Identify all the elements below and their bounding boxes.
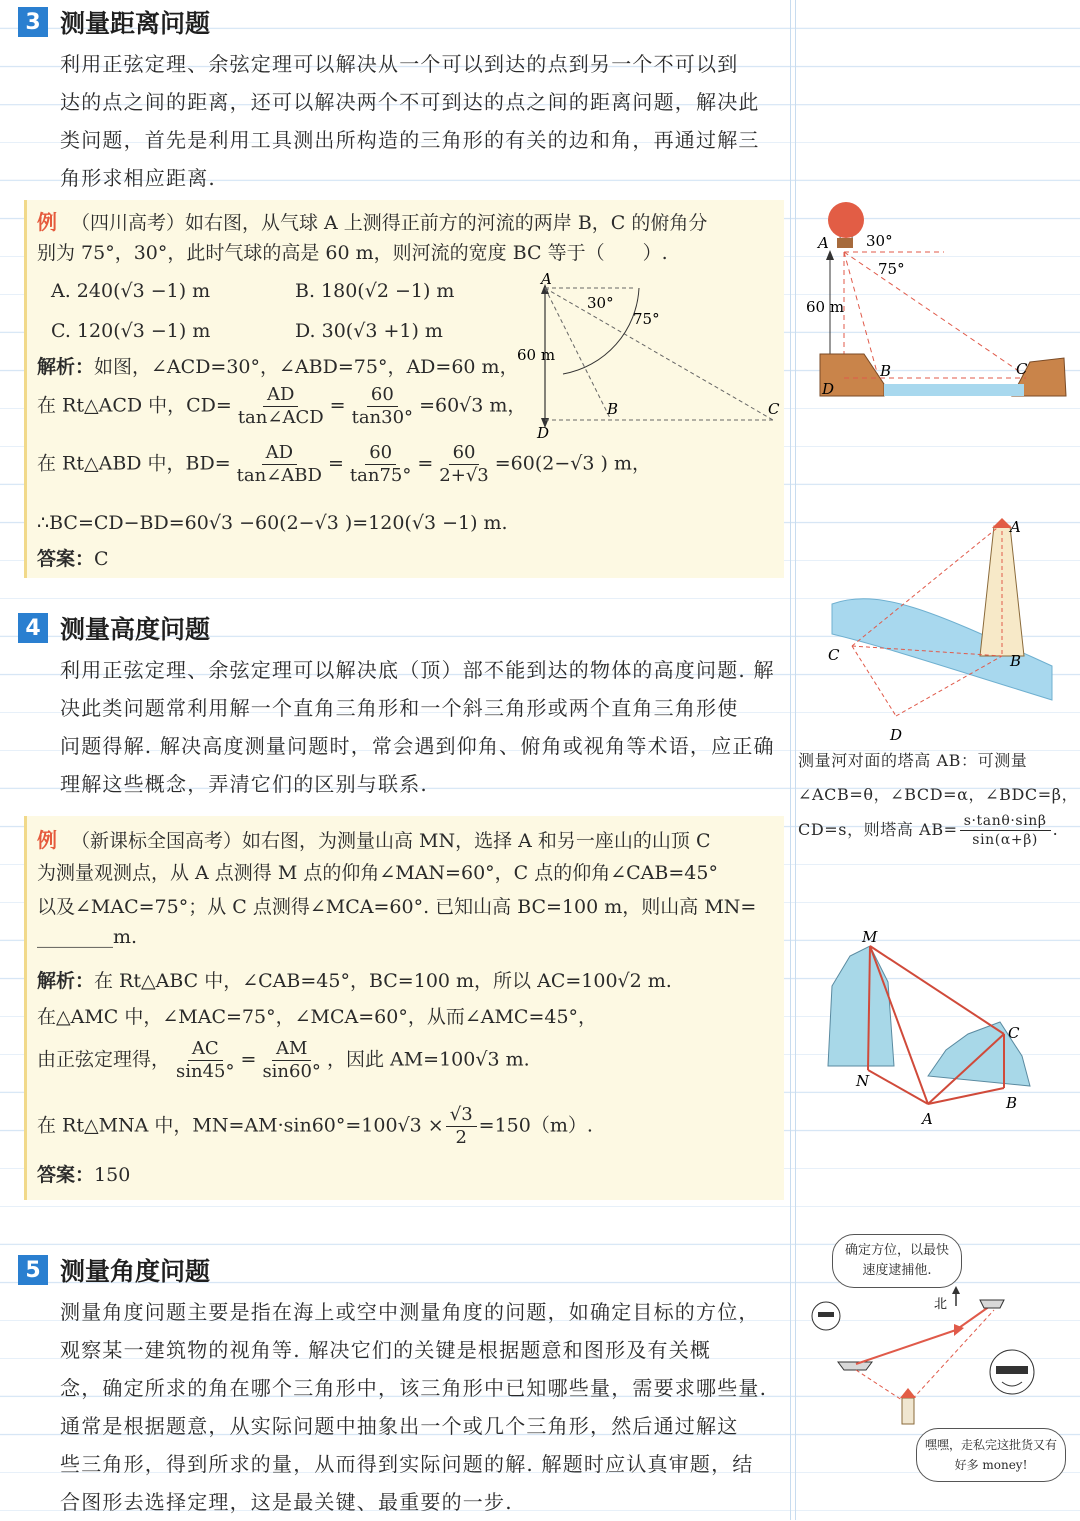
example-question-line: 别为 75°，30°，此时气球的高是 60 m，则河流的宽度 BC 等于（ ）. — [37, 242, 668, 264]
answer-value: 150 — [94, 1164, 131, 1186]
angle-label: 75° — [878, 260, 905, 278]
option-d: D. 30(√3 +1) m — [295, 320, 443, 342]
tower-caption: 测量河对面的塔高 AB：可测量 ∠ACB=θ，∠BCD=α，∠BDC=β， CD=s，则塔高 AB= $\frac{s\cdot\tan\theta\cdot\sin\beta}{\sin(\alpha+\beta)}$ . — [798, 751, 1079, 848]
option-a: A. 240(√3 −1) m — [51, 280, 211, 302]
section-number: 4 — [18, 613, 48, 643]
intro-line: 利用正弦定理、余弦定理可以解决底（顶）部不能到达的物体的高度问题. 解 — [60, 658, 775, 682]
point-label: A — [541, 270, 552, 288]
example-box-1 — [24, 200, 784, 578]
intro-line: 些三角形，得到所求的量，从而得到实际问题的解. 解题时应认真审题，结 — [60, 1452, 754, 1476]
answer-label: 答案： — [37, 548, 95, 570]
point-label: M — [862, 928, 878, 946]
intro-line: 角形求相应距离. — [60, 166, 216, 190]
balloon-illustration — [804, 196, 1074, 406]
mn-equation: 在 Rt△MNA 中，MN=AM·sin60°=100√3 × $\frac{√3}{2}$ =150（m）. — [37, 1104, 593, 1148]
analysis-label: 解析： — [37, 356, 95, 378]
section-title: 测量角度问题 — [60, 1257, 211, 1286]
fraction: $\frac{AC}{\sin 45^\circ}$ — [176, 1038, 235, 1082]
analysis-label: 解析： — [37, 970, 95, 992]
fraction: $\frac{AD}{\text{tan∠ACD}}$ — [237, 384, 324, 428]
example-question-line: 以及∠MAC=75°；从 C 点测得∠MCA=60°. 已知山高 BC=100 m，则山高 MN= — [37, 896, 757, 918]
option-b: B. 180(√2 −1) m — [295, 280, 455, 302]
fraction: $\frac{60}{\tan 75^\circ}$ — [349, 442, 412, 486]
height-label: 60 m — [806, 298, 845, 316]
answer-line — [37, 1160, 130, 1187]
speech-bubble-smuggler: 嘿嘿，走私完这批货又有好多 money! — [916, 1428, 1066, 1482]
section-3-header — [18, 4, 210, 40]
point-label: B — [1006, 1094, 1018, 1112]
example-question-line: 为测量观测点，从 A 点测得 M 点的仰角∠MAN=60°，C 点的仰角∠CAB=45° — [37, 862, 718, 884]
point-label: C — [768, 400, 780, 418]
section-number: 3 — [18, 7, 48, 37]
point-label: B — [1010, 652, 1022, 670]
section-title: 测量高度问题 — [60, 615, 211, 644]
boat-chase-illustration — [804, 1286, 1074, 1436]
height-label: 60 m — [517, 346, 556, 364]
speech-bubble-police: 确定方位，以最快速度逮捕他. — [832, 1234, 962, 1288]
intro-line: 通常是根据题意，从实际问题中抽象出一个或几个三角形，然后通过解这 — [60, 1414, 739, 1438]
section-4-intro — [60, 651, 786, 803]
point-label: B — [880, 362, 892, 380]
section-number: 5 — [18, 1255, 48, 1285]
fraction: $\frac{AD}{\text{tan∠ABD}}$ — [236, 442, 322, 486]
margin-line — [790, 0, 791, 1520]
point-label: A — [922, 1110, 933, 1128]
angle-diagram — [517, 270, 785, 444]
mountain-illustration — [818, 926, 1048, 1130]
fraction: $\frac{AM}{\sin 60^\circ}$ — [262, 1038, 321, 1082]
section-5-intro — [60, 1293, 786, 1521]
intro-line: 念，确定所求的角在哪个三角形中，该三角形中已知哪些量，需要求哪些量. — [60, 1376, 768, 1400]
point-label: B — [607, 400, 619, 418]
cd-equation: 在 Rt△ACD 中，CD= $\frac{AD}{\text{tan∠ACD}}$ = $\frac{60}{\tan 30^\circ}$ =60√3 m， — [37, 384, 527, 428]
point-label: C — [1008, 1024, 1020, 1042]
tower-illustration — [822, 516, 1072, 746]
intro-line: 利用正弦定理、余弦定理可以解决从一个可以到达的点到另一个不可以到 — [60, 52, 739, 76]
answer-value: C — [94, 548, 109, 570]
main-column — [16, 0, 786, 1520]
conclusion-line: ∴BC=CD−BD=60√3 −60(2−√3 )=120(√3 −1) m. — [37, 512, 508, 534]
bd-equation: 在 Rt△ABD 中，BD= $\frac{AD}{\text{tan∠ABD}}$ = $\frac{60}{\tan 75^\circ}$ = $\frac{60}{2+√3}$ =60(2−√3 ) m， — [37, 442, 651, 486]
point-label: N — [856, 1072, 870, 1090]
analysis-line: 解析：如图，∠ACD=30°，∠ABD=75°，AD=60 m， — [37, 356, 519, 378]
intro-line: 问题得解. 解决高度测量问题时，常会遇到仰角、俯角或视角等术语，应正确 — [60, 734, 775, 758]
point-label: C — [828, 646, 840, 664]
intro-line: 类问题，首先是利用工具测出所构造的三角形的有关的边和角，再通过解三 — [60, 128, 760, 152]
fraction: $\frac{60}{\tan 30^\circ}$ — [351, 384, 414, 428]
example-tag: 例 — [37, 828, 57, 852]
example-box-2 — [24, 816, 784, 1200]
angle-label: 30° — [587, 294, 614, 312]
answer-blank-line: ________m. — [37, 926, 138, 948]
intro-line: 测量角度问题主要是指在海上或空中测量角度的问题，如确定目标的方位， — [60, 1300, 760, 1324]
angle-label: 30° — [866, 232, 893, 250]
intro-line: 达的点之间的距离，还可以解决两个不可到达的点之间的距离问题，解决此 — [60, 90, 760, 114]
example-tag: 例 — [37, 210, 57, 234]
sine-law-equation: 由正弦定理得， $\frac{AC}{\sin 45^\circ}$ = $\frac{AM}{\sin 60^\circ}$ ，因此 AM=100√3 m. — [37, 1038, 530, 1082]
example-question-line: 例 （四川高考）如右图，从气球 A 上测得正前方的河流的两岸 B，C 的俯角分 — [37, 210, 708, 234]
section-4-header — [18, 610, 210, 646]
point-label: A — [1010, 518, 1021, 536]
fraction: $\frac{s\cdot\tan\theta\cdot\sin\beta}{\sin(\alpha+\beta)}$ — [960, 812, 1051, 849]
north-label: 北 — [934, 1297, 948, 1312]
option-c: C. 120(√3 −1) m — [51, 320, 211, 342]
point-label: D — [537, 424, 550, 442]
example-question-line: 例 （新课标全国高考）如右图，为测量山高 MN，选择 A 和另一座山的山顶 C — [37, 828, 711, 852]
side-column — [798, 0, 1080, 1520]
margin-line — [795, 0, 796, 1520]
point-label: C — [1016, 360, 1028, 378]
intro-line: 观察某一建筑物的视角等. 解决它们的关键是根据题意和图形及有关概 — [60, 1338, 712, 1362]
intro-line: 理解这些概念，弄清它们的区别与联系. — [60, 772, 428, 796]
intro-line: 决此类问题常利用解一个直角三角形和一个斜三角形或两个直角三角形使 — [60, 696, 739, 720]
intro-line: 合图形去选择定理，这是最关键、最重要的一步. — [60, 1490, 513, 1514]
analysis-line: 在△AMC 中，∠MAC=75°，∠MCA=60°，从而∠AMC=45°， — [37, 1006, 598, 1028]
answer-line — [37, 544, 109, 571]
section-3-intro — [60, 45, 786, 197]
analysis-line: 解析：在 Rt△ABC 中，∠CAB=45°，BC=100 m，所以 AC=100√2 m. — [37, 970, 672, 992]
point-label: D — [822, 380, 835, 398]
section-title: 测量距离问题 — [60, 9, 211, 38]
point-label: A — [818, 234, 829, 252]
fraction: $\frac{60}{2+√3}$ — [439, 442, 489, 486]
angle-label: 75° — [633, 310, 660, 328]
answer-label: 答案： — [37, 1164, 95, 1186]
section-5-header — [18, 1252, 210, 1288]
point-label: D — [890, 726, 903, 744]
fraction: $\frac{√3}{2}$ — [446, 1104, 477, 1149]
